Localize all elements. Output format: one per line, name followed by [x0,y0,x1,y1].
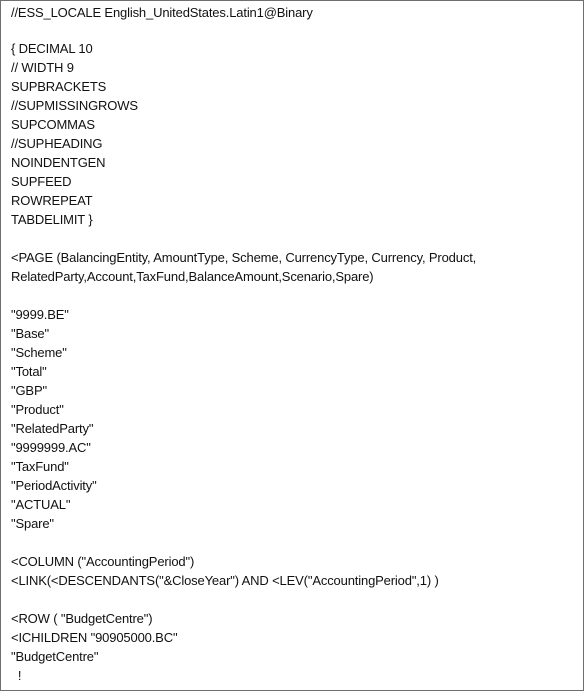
doc-line: RelatedParty,Account,TaxFund,BalanceAmount,Scenario,Spare) [11,269,374,284]
doc-line: <ROW ( "BudgetCentre") [11,611,153,626]
doc-line: "Total" [11,364,47,379]
doc-line: TABDELIMIT } [11,212,93,227]
doc-line: "GBP" [11,383,47,398]
doc-line: NOINDENTGEN [11,155,106,170]
doc-line: <ICHILDREN "90905000.BC" [11,630,178,645]
doc-line: //SUPMISSINGROWS [11,98,138,113]
doc-line: "Base" [11,326,49,341]
doc-line: "Spare" [11,516,54,531]
doc-line: "9999.BE" [11,307,69,322]
doc-line: { DECIMAL 10 [11,41,93,56]
doc-line: ROWREPEAT [11,193,93,208]
doc-line: SUPCOMMAS [11,117,95,132]
doc-line: "RelatedParty" [11,421,94,436]
doc-line: <COLUMN ("AccountingPeriod") [11,554,195,569]
doc-line: "PeriodActivity" [11,478,97,493]
doc-line: <LINK(<DESCENDANTS("&CloseYear") AND <LEV("AccountingPeriod",1) ) [11,573,439,588]
doc-line: "TaxFund" [11,459,69,474]
doc-line: // WIDTH 9 [11,60,74,75]
doc-line: "BudgetCentre" [11,649,99,664]
doc-line: SUPBRACKETS [11,79,107,94]
doc-line: <PAGE (BalancingEntity, AmountType, Scheme, CurrencyType, Currency, Product, [11,250,477,265]
doc-line: "ACTUAL" [11,497,71,512]
doc-line: ! [11,668,22,683]
doc-line: "Product" [11,402,64,417]
doc-line: "Scheme" [11,345,67,360]
doc-line: "9999999.AC" [11,440,91,455]
doc-line: //SUPHEADING [11,136,103,151]
doc-line: SUPFEED [11,174,72,189]
doc-line: //ESS_LOCALE English_UnitedStates.Latin1@Binary [11,5,313,20]
